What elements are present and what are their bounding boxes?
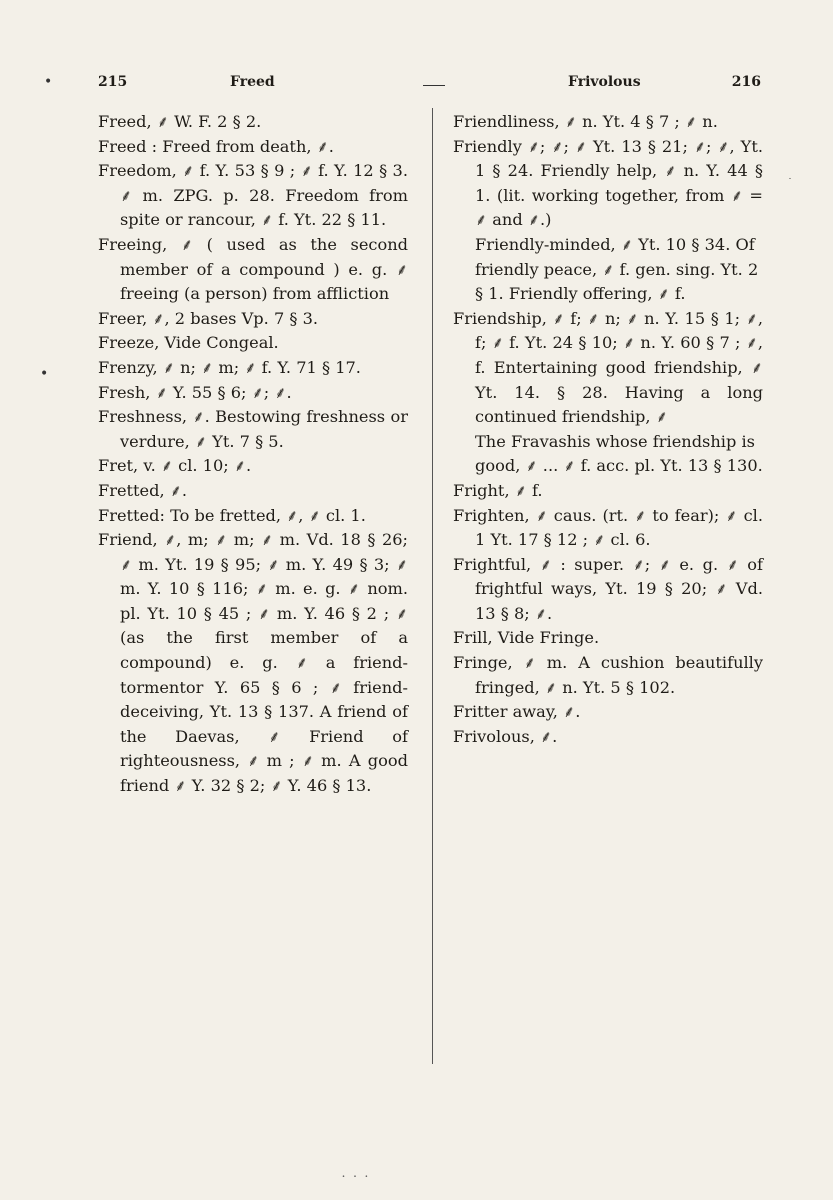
entry-freeze: Freeze, Vide Congeal. [98,333,279,353]
ink-speck: • [40,366,49,382]
entry-fright: Fright, ⸙ f. [453,480,543,500]
page-number-right: 216 [731,74,761,90]
column-divider [432,108,433,1064]
entry-frivolous: Frivolous, ⸙. [453,726,558,746]
entry-fretted: Fretted, ⸙. [98,480,188,500]
entry-fringe: Fringe, ⸙ m. A cushion beautifully fringed, ⸙ n. Yt. 5 § 102. [453,653,763,697]
ink-dots: ˙ ˙ ˙ [340,1174,370,1190]
entry-frill: Frill, Vide Fringe. [453,628,600,648]
entry-friendly-minded: Friendly-minded, ⸙ Yt. 10 § 34. Of friendly peace, ⸙ f. gen. sing. Yt. 2 § 1. Friendly offering, ⸙ f. [475,234,759,304]
entry-freed-from-death: Freed : Freed from death, ⸙. [98,136,334,156]
entry-friendly: Friendly ⸙; ⸙; ⸙ Yt. 13 § 21; ⸙; ⸙, Yt. 1 § 24. Friendly help, ⸙ n. Y. 44 § 1. (lit. working together, from ⸙ = ⸙ and ⸙.) [453,136,763,230]
header-separator [423,85,445,86]
entry-freedom: Freedom, ⸙ f. Y. 53 § 9 ; ⸙ f. Y. 12 § 3. ⸙ m. ZPG. p. 28. Freedom from spite or rancour, ⸙ f. Yt. 22 § 11. [98,161,408,230]
entry-freeing: Freeing, ⸙ ( used as the second member of a compound ) e. g. ⸙ freeing (a person) from affliction [98,234,408,304]
right-column [453,110,763,749]
entry-frightful: Frightful, ⸙ : super. ⸙; ⸙ e. g. ⸙ of frightful ways, Yt. 19 § 20; ⸙ Vd. 13 § 8; ⸙. [453,554,763,623]
ink-speck: • [44,74,53,90]
entry-fret: Fret, v. ⸙ cl. 10; ⸙. [98,456,252,476]
left-column [98,110,408,799]
guide-word-right: Frivolous [568,74,641,90]
entry-fresh: Fresh, ⸙ Y. 55 § 6; ⸙; ⸙. [98,382,292,402]
guide-word-left: Freed [230,74,275,90]
entry-freer: Freer, ⸙, 2 bases Vp. 7 § 3. [98,308,319,328]
entry-to-be-fretted: Fretted: To be fretted, ⸙, ⸙ cl. 1. [98,505,366,525]
running-header [98,74,761,96]
entry-freed: Freed, ⸙ W. F. 2 § 2. [98,112,262,131]
entry-fritter-away: Fritter away, ⸙. [453,702,581,722]
entry-friend: Friend, ⸙, m; ⸙ m; ⸙ m. Vd. 18 § 26; ⸙ m. Yt. 19 § 95; ⸙ m. Y. 49 § 3; ⸙ m. Y. 10 § 116; ⸙ m. e. g. ⸙ nom. pl. Yt. 10 § 45 ; ⸙ m. Y. 46 § 2 ; ⸙ (as the first member of a compound) e. g. ⸙ a friend-tormentor Y. 65 § 6 ; ⸙ friend-deceiving, Yt. 13 § 137. A friend of the Daevas, ⸙ Friend of righteousness, ⸙ m ; ⸙ m. A good friend ⸙ Y. 32 § 2; ⸙ Y. 46 § 13. [98,530,408,796]
entry-friendship: Friendship, ⸙ f; ⸙ n; ⸙ n. Y. 15 § 1; ⸙, f; ⸙ f. Yt. 24 § 10; ⸙ n. Y. 60 § 7 ; ⸙, f. Entertaining good friendship, ⸙ Yt. 14. § 28. Having a long continued friendship, ⸙ [453,308,763,427]
entry-freshness: Freshness, ⸙. Bestowing freshness or verdure, ⸙ Yt. 7 § 5. [98,407,408,451]
entry-fravashis: The Fravashis whose friendship is good, ⸙ ... ⸙ f. acc. pl. Yt. 13 § 130. [475,431,763,476]
page-number-left: 215 [98,74,128,90]
entry-friendliness: Friendliness, ⸙ n. Yt. 4 § 7 ; ⸙ n. [453,112,718,131]
entry-frenzy: Frenzy, ⸙ n; ⸙ m; ⸙ f. Y. 71 § 17. [98,357,361,377]
entry-frighten: Frighten, ⸙ caus. (rt. ⸙ to fear); ⸙ cl. 1 Yt. 17 § 12 ; ⸙ cl. 6. [453,505,763,550]
